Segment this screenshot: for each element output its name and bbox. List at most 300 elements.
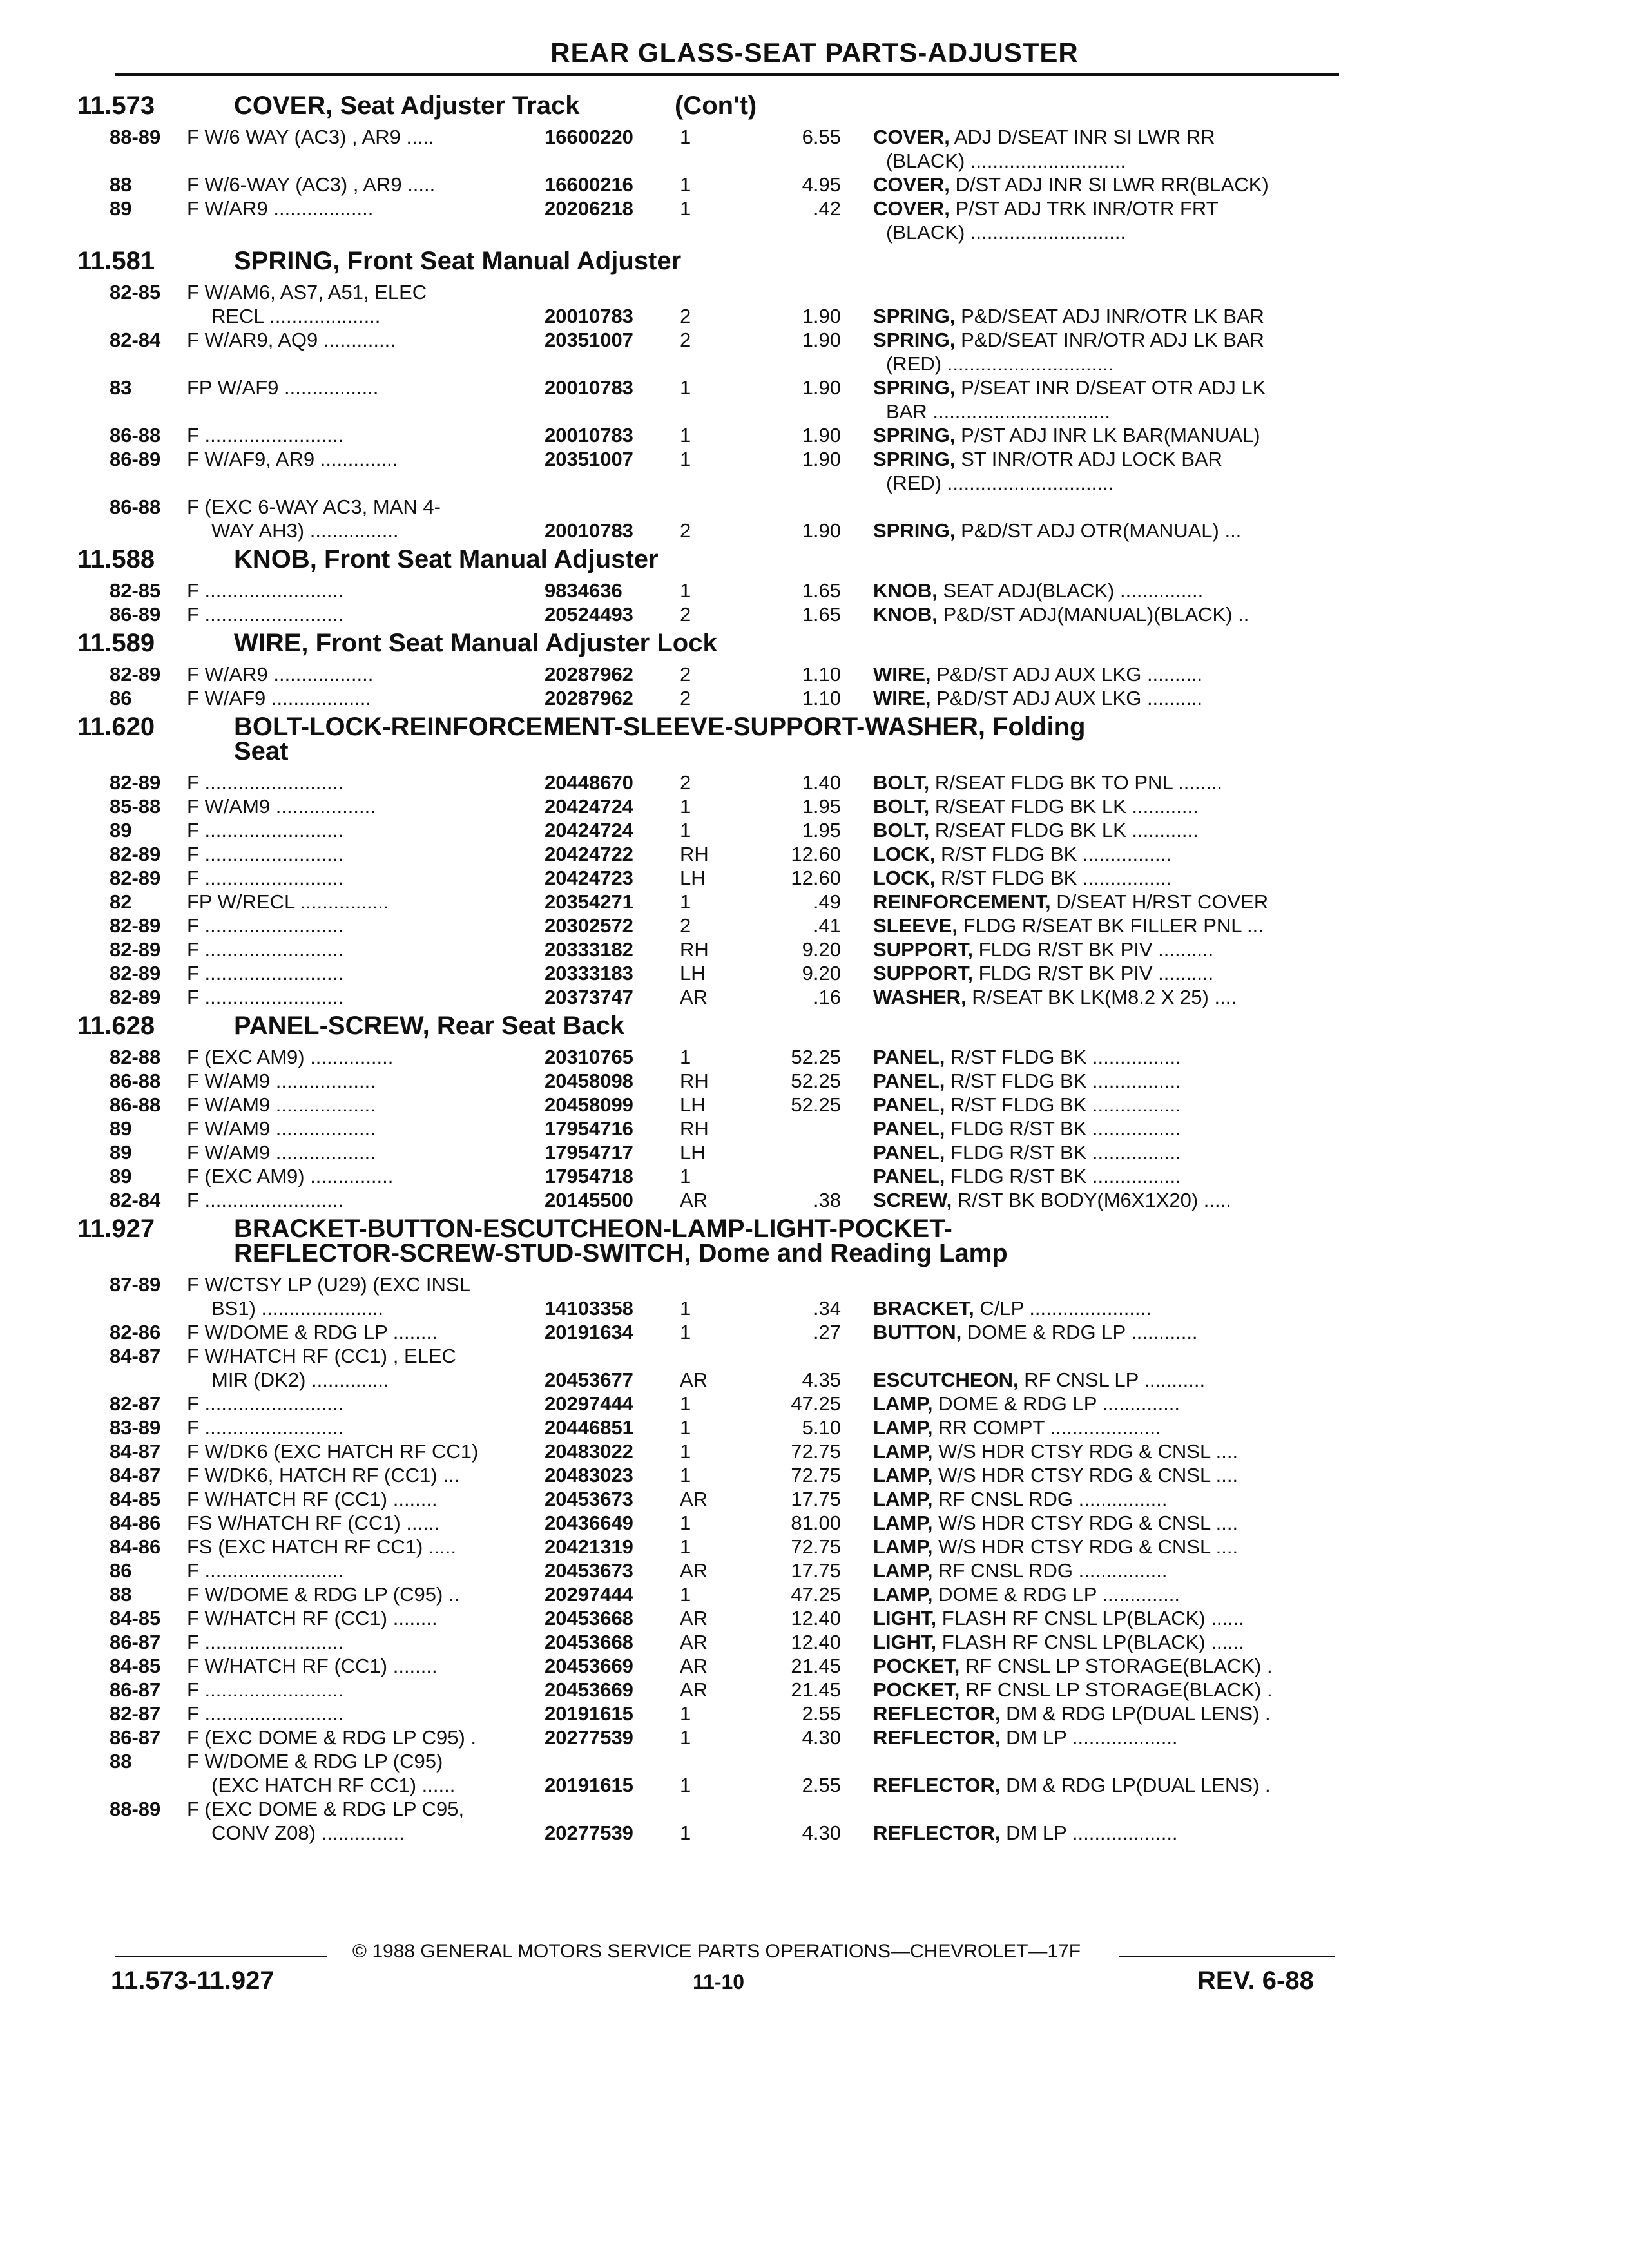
model-years: 86-89 xyxy=(110,603,161,626)
quantity: 1 xyxy=(680,126,691,148)
application-continued: WAY AH3) ................ xyxy=(211,519,399,542)
price: .49 xyxy=(813,890,841,913)
application: F ......................... xyxy=(187,424,343,447)
section-title-continued: Seat xyxy=(234,737,289,765)
description-text: FLASH RF CNSL LP(BLACK) ...... xyxy=(936,1631,1244,1653)
description-text: FLDG R/ST BK ................ xyxy=(945,1165,1181,1187)
description-continued: (RED) .............................. xyxy=(886,472,1114,494)
description-text: P&D/SEAT ADJ INR/OTR LK BAR xyxy=(955,305,1264,327)
price: .38 xyxy=(813,1189,841,1211)
model-years: 86-88 xyxy=(110,424,161,447)
description xyxy=(873,1164,1344,1188)
part-number: 20424724 xyxy=(545,819,633,841)
price: 1.65 xyxy=(802,579,841,602)
part-number: 20351007 xyxy=(545,448,633,470)
part-number: 20446851 xyxy=(545,1416,633,1439)
model-years: 86 xyxy=(110,687,132,709)
description-text: DOME & RDG LP ............ xyxy=(961,1321,1198,1343)
description-keyword: BUTTON, xyxy=(873,1321,962,1343)
title-rule xyxy=(115,73,1339,76)
application: F W/HATCH RF (CC1) ........ xyxy=(187,1655,438,1677)
model-years: 82-89 xyxy=(110,938,161,961)
price: 4.35 xyxy=(802,1369,841,1391)
description xyxy=(873,866,1344,890)
section-title: SPRING, Front Seat Manual Adjuster xyxy=(234,247,682,275)
footer-revision: REV. 6-88 xyxy=(1197,1966,1314,1995)
description-text: C/LP ...................... xyxy=(974,1297,1152,1320)
description xyxy=(873,985,1344,1009)
application: F W/DOME & RDG LP ........ xyxy=(187,1321,438,1343)
description-text: P&D/ST ADJ AUX LKG .......... xyxy=(930,687,1203,709)
section-title: WIRE, Front Seat Manual Adjuster Lock xyxy=(234,629,717,657)
application: F ......................... xyxy=(187,1416,343,1439)
application: F ......................... xyxy=(187,867,343,889)
model-years: 82-85 xyxy=(110,579,161,602)
price: .41 xyxy=(813,914,841,937)
description xyxy=(873,1559,1344,1582)
description xyxy=(873,1725,1344,1749)
quantity: 1 xyxy=(680,1702,691,1725)
description xyxy=(873,818,1344,842)
description xyxy=(873,1392,1344,1416)
price: 1.95 xyxy=(802,795,841,818)
price: 72.75 xyxy=(791,1440,841,1463)
price: 1.40 xyxy=(802,771,841,794)
part-number: 17954717 xyxy=(545,1141,633,1164)
description-keyword: LAMP, xyxy=(873,1512,933,1534)
price: 17.75 xyxy=(791,1488,841,1510)
section-number: 11.628 xyxy=(77,1012,155,1040)
description-keyword: KNOB, xyxy=(873,603,938,626)
section-continued: (Con't) xyxy=(675,91,757,120)
quantity: 1 xyxy=(680,1726,691,1749)
description-text: R/ST BK BODY(M6X1X20) ..... xyxy=(952,1189,1231,1211)
application: F W/DOME & RDG LP (C95) xyxy=(187,1750,443,1773)
quantity: 2 xyxy=(680,329,691,351)
quantity: 1 xyxy=(680,1046,691,1068)
description-keyword: SPRING, xyxy=(873,448,956,470)
description-keyword: LOCK, xyxy=(873,843,936,865)
description xyxy=(873,890,1344,914)
description-keyword: PANEL, xyxy=(873,1165,945,1187)
description-text: D/SEAT H/RST COVER xyxy=(1050,890,1269,913)
application: F W/CTSY LP (U29) (EXC INSL xyxy=(187,1273,470,1296)
description-text: DM LP ................... xyxy=(1000,1821,1178,1844)
model-years: 86-88 xyxy=(110,495,161,518)
model-years: 86-87 xyxy=(110,1726,161,1749)
part-number: 20424723 xyxy=(545,867,633,889)
model-years: 86-87 xyxy=(110,1631,161,1653)
price: 81.00 xyxy=(791,1512,841,1534)
application-continued: MIR (DK2) .............. xyxy=(211,1369,389,1391)
description-text: W/S HDR CTSY RDG & CNSL .... xyxy=(932,1440,1239,1463)
application: F W/AF9, AR9 .............. xyxy=(187,448,398,470)
description-text: DOME & RDG LP .............. xyxy=(932,1583,1181,1606)
application: F ......................... xyxy=(187,771,343,794)
description-text: D/ST ADJ INR SI LWR RR(BLACK) xyxy=(949,173,1269,196)
description-text: R/ST FLDG BK ................ xyxy=(945,1093,1181,1116)
model-years: 82-89 xyxy=(110,771,161,794)
model-years: 84-87 xyxy=(110,1440,161,1463)
part-number: 20453673 xyxy=(545,1488,633,1510)
price: 6.55 xyxy=(802,126,841,148)
quantity: RH xyxy=(680,1117,709,1140)
application: F ......................... xyxy=(187,603,343,626)
quantity: 1 xyxy=(680,1464,691,1486)
description-keyword: SPRING, xyxy=(873,376,956,399)
description-keyword: LAMP, xyxy=(873,1440,933,1463)
price: .34 xyxy=(813,1297,841,1320)
application: F ......................... xyxy=(187,962,343,985)
part-number: 20453677 xyxy=(545,1369,633,1391)
part-number: 20351007 xyxy=(545,329,633,351)
part-number: 20421319 xyxy=(545,1535,633,1558)
model-years: 82-89 xyxy=(110,914,161,937)
description-keyword: LAMP, xyxy=(873,1416,933,1439)
description xyxy=(873,1463,1344,1487)
description xyxy=(873,842,1344,866)
description-keyword: REFLECTOR, xyxy=(873,1702,1001,1725)
price: 1.90 xyxy=(802,329,841,351)
description-text: P&D/ST ADJ AUX LKG .......... xyxy=(930,663,1203,686)
model-years: 84-87 xyxy=(110,1345,161,1367)
model-years: 82-87 xyxy=(110,1702,161,1725)
part-number: 16600216 xyxy=(545,173,633,196)
application: F ......................... xyxy=(187,1702,343,1725)
quantity: 2 xyxy=(680,914,691,937)
description-keyword: SUPPORT, xyxy=(873,938,974,961)
application: F W/HATCH RF (CC1) ........ xyxy=(187,1488,438,1510)
description-keyword: LAMP, xyxy=(873,1559,933,1582)
description xyxy=(873,1416,1344,1439)
model-years: 84-87 xyxy=(110,1464,161,1486)
price: 12.60 xyxy=(791,867,841,889)
section-title: KNOB, Front Seat Manual Adjuster xyxy=(234,545,659,573)
application: F W/DK6 (EXC HATCH RF CC1) xyxy=(187,1440,479,1463)
description-text: P/SEAT INR D/SEAT OTR ADJ LK xyxy=(955,376,1266,399)
application: F ......................... xyxy=(187,819,343,841)
price: 4.30 xyxy=(802,1821,841,1844)
description-keyword: LOCK, xyxy=(873,867,936,889)
price: 1.90 xyxy=(802,519,841,542)
description xyxy=(873,1535,1344,1559)
part-number: 20302572 xyxy=(545,914,633,937)
price: .42 xyxy=(813,197,841,220)
description xyxy=(873,1582,1344,1606)
quantity: 1 xyxy=(680,1512,691,1534)
quantity: AR xyxy=(680,1678,708,1701)
price: .27 xyxy=(813,1321,841,1343)
part-number: 20483023 xyxy=(545,1464,633,1486)
section-number: 11.589 xyxy=(77,629,155,657)
application: F W/DK6, HATCH RF (CC1) ... xyxy=(187,1464,460,1486)
section-title-continued: REFLECTOR-SCREW-STUD-SWITCH, Dome and Reading Lamp xyxy=(234,1239,1008,1267)
description-text: R/SEAT FLDG BK TO PNL ........ xyxy=(929,771,1223,794)
price: 52.25 xyxy=(791,1093,841,1116)
description-keyword: BOLT, xyxy=(873,771,930,794)
part-number: 20453673 xyxy=(545,1559,633,1582)
description-keyword: KNOB, xyxy=(873,579,938,602)
section-number: 11.573 xyxy=(77,91,155,120)
description xyxy=(873,914,1344,937)
description xyxy=(873,1069,1344,1093)
price: 1.90 xyxy=(802,376,841,399)
description-text: R/SEAT FLDG BK LK ............ xyxy=(929,795,1199,818)
part-number: 20333183 xyxy=(545,962,633,985)
description-text: DM & RDG LP(DUAL LENS) . xyxy=(1000,1702,1271,1725)
description-keyword: REINFORCEMENT, xyxy=(873,890,1051,913)
application: F W/AR9 .................. xyxy=(187,663,374,686)
model-years: 83 xyxy=(110,376,132,399)
quantity: RH xyxy=(680,843,709,865)
part-number: 20191634 xyxy=(545,1321,633,1343)
description xyxy=(873,937,1344,961)
model-years: 82-87 xyxy=(110,1392,161,1415)
description-keyword: REFLECTOR, xyxy=(873,1821,1001,1844)
description xyxy=(873,1773,1344,1797)
description-keyword: WIRE, xyxy=(873,687,931,709)
description-text: RR COMPT .................... xyxy=(932,1416,1161,1439)
description-keyword: COVER, xyxy=(873,173,950,196)
quantity: 1 xyxy=(680,1440,691,1463)
quantity: 2 xyxy=(680,519,691,542)
application: F W/HATCH RF (CC1) , ELEC xyxy=(187,1345,456,1367)
quantity: 1 xyxy=(680,1392,691,1415)
section-title: BOLT-LOCK-REINFORCEMENT-SLEEVE-SUPPORT-WASHER, Folding xyxy=(234,713,1086,741)
price: 52.25 xyxy=(791,1070,841,1092)
description-keyword: LAMP, xyxy=(873,1464,933,1486)
description xyxy=(873,771,1344,794)
application: F ......................... xyxy=(187,579,343,602)
quantity: 1 xyxy=(680,1321,691,1343)
application: F (EXC 6-WAY AC3, MAN 4- xyxy=(187,495,441,518)
application: F W/DOME & RDG LP (C95) .. xyxy=(187,1583,460,1606)
part-number: 20453669 xyxy=(545,1678,633,1701)
model-years: 88-89 xyxy=(110,126,161,148)
description xyxy=(873,328,1344,352)
part-number: 20206218 xyxy=(545,197,633,220)
model-years: 82-89 xyxy=(110,663,161,686)
part-number: 20524493 xyxy=(545,603,633,626)
quantity: 2 xyxy=(680,771,691,794)
description xyxy=(873,304,1344,328)
price: 9.20 xyxy=(802,962,841,985)
application: FS (EXC HATCH RF CC1) ..... xyxy=(187,1535,456,1558)
description-keyword: ESCUTCHEON, xyxy=(873,1369,1019,1391)
part-number: 17954716 xyxy=(545,1117,633,1140)
description xyxy=(873,794,1344,818)
model-years: 87-89 xyxy=(110,1273,161,1296)
section-title: COVER, Seat Adjuster Track xyxy=(234,91,580,120)
part-number: 20424724 xyxy=(545,795,633,818)
description-text: FLDG R/SEAT BK FILLER PNL ... xyxy=(957,914,1264,937)
description-keyword: WIRE, xyxy=(873,663,931,686)
price: 72.75 xyxy=(791,1464,841,1486)
application: F ......................... xyxy=(187,843,343,865)
description-keyword: BOLT, xyxy=(873,795,930,818)
description-keyword: REFLECTOR, xyxy=(873,1726,1001,1749)
quantity: AR xyxy=(680,986,708,1008)
application: FP W/AF9 ................. xyxy=(187,376,379,399)
footer-rule-left xyxy=(115,1956,327,1957)
section-number: 11.927 xyxy=(77,1215,155,1243)
description-keyword: COVER, xyxy=(873,126,950,148)
quantity: 1 xyxy=(680,819,691,841)
application: F W/AM9 .................. xyxy=(187,1070,376,1092)
description-keyword: SPRING, xyxy=(873,329,956,351)
description xyxy=(873,1296,1344,1320)
description-keyword: LAMP, xyxy=(873,1488,933,1510)
quantity: 1 xyxy=(680,197,691,220)
model-years: 82-89 xyxy=(110,843,161,865)
footer-page-number: 11-10 xyxy=(693,1970,745,1994)
price: 1.90 xyxy=(802,448,841,470)
description xyxy=(873,173,1344,197)
description xyxy=(873,1678,1344,1702)
description xyxy=(873,1630,1344,1654)
part-number: 20458099 xyxy=(545,1093,633,1116)
description xyxy=(873,1511,1344,1535)
description-text: RF CNSL LP ........... xyxy=(1018,1369,1206,1391)
description-keyword: BOLT, xyxy=(873,819,930,841)
application: F W/AR9 .................. xyxy=(187,197,374,220)
quantity: LH xyxy=(680,962,706,985)
description-text: P&D/SEAT INR/OTR ADJ LK BAR xyxy=(955,329,1264,351)
description-text: RF CNSL RDG ................ xyxy=(932,1559,1168,1582)
application-continued: CONV Z08) ............... xyxy=(211,1821,405,1844)
description-keyword: PANEL, xyxy=(873,1117,945,1140)
footer-rule-right xyxy=(1119,1956,1335,1957)
part-number: 20297444 xyxy=(545,1583,633,1606)
description-text: ST INR/OTR ADJ LOCK BAR xyxy=(955,448,1223,470)
model-years: 85-88 xyxy=(110,795,161,818)
description xyxy=(873,1606,1344,1630)
description-text: W/S HDR CTSY RDG & CNSL .... xyxy=(932,1512,1239,1534)
description-keyword: COVER, xyxy=(873,197,950,220)
part-number: 20453668 xyxy=(545,1631,633,1653)
quantity: 1 xyxy=(680,1535,691,1558)
application: F ......................... xyxy=(187,986,343,1008)
model-years: 88 xyxy=(110,1750,132,1773)
model-years: 84-86 xyxy=(110,1512,161,1534)
quantity: 1 xyxy=(680,376,691,399)
description xyxy=(873,662,1344,686)
description xyxy=(873,1188,1344,1212)
part-number: 20287962 xyxy=(545,687,633,709)
description xyxy=(873,519,1344,543)
section-title: PANEL-SCREW, Rear Seat Back xyxy=(234,1012,625,1040)
application: F ......................... xyxy=(187,1631,343,1653)
description-text: R/SEAT FLDG BK LK ............ xyxy=(929,819,1199,841)
application: F (EXC DOME & RDG LP C95) . xyxy=(187,1726,477,1749)
description-text: W/S HDR CTSY RDG & CNSL .... xyxy=(932,1535,1239,1558)
model-years: 89 xyxy=(110,1117,132,1140)
price: 21.45 xyxy=(791,1655,841,1677)
part-number: 17954718 xyxy=(545,1165,633,1187)
description xyxy=(873,1045,1344,1069)
quantity: 1 xyxy=(680,1416,691,1439)
price: 2.55 xyxy=(802,1702,841,1725)
price: 4.95 xyxy=(802,173,841,196)
model-years: 82-84 xyxy=(110,329,161,351)
description-keyword: LIGHT, xyxy=(873,1631,937,1653)
description-keyword: SLEEVE, xyxy=(873,914,958,937)
description-keyword: POCKET, xyxy=(873,1678,960,1701)
quantity: 1 xyxy=(680,890,691,913)
description xyxy=(873,423,1344,447)
footer-copyright: © 1988 GENERAL MOTORS SERVICE PARTS OPERATIONS—CHEVROLET—17F xyxy=(352,1941,1081,1962)
part-number: 20483022 xyxy=(545,1440,633,1463)
model-years: 84-86 xyxy=(110,1535,161,1558)
application: F W/AM9 .................. xyxy=(187,1093,376,1116)
application-continued: BS1) ...................... xyxy=(211,1297,384,1320)
quantity: 2 xyxy=(680,663,691,686)
quantity: 1 xyxy=(680,1165,691,1187)
part-number: 20436649 xyxy=(545,1512,633,1534)
quantity: 1 xyxy=(680,1821,691,1844)
part-number: 20424722 xyxy=(545,843,633,865)
part-number: 20453669 xyxy=(545,1655,633,1677)
description-keyword: PANEL, xyxy=(873,1046,945,1068)
application: F ......................... xyxy=(187,938,343,961)
description-text: P&D/ST ADJ(MANUAL)(BLACK) .. xyxy=(937,603,1249,626)
description-text: R/ST FLDG BK ................ xyxy=(945,1046,1181,1068)
footer-range: 11.573-11.927 xyxy=(111,1966,275,1995)
description-text: P&D/ST ADJ OTR(MANUAL) ... xyxy=(955,519,1242,542)
description xyxy=(873,961,1344,985)
quantity: AR xyxy=(680,1488,708,1510)
part-number: 16600220 xyxy=(545,126,633,148)
application: F W/AF9 .................. xyxy=(187,687,371,709)
part-number: 20354271 xyxy=(545,890,633,913)
model-years: 88 xyxy=(110,173,132,196)
model-years: 89 xyxy=(110,197,132,220)
description xyxy=(873,1487,1344,1511)
price: 12.40 xyxy=(791,1607,841,1629)
price: 1.10 xyxy=(802,687,841,709)
part-number: 20277539 xyxy=(545,1821,633,1844)
description xyxy=(873,125,1344,149)
part-number: 20277539 xyxy=(545,1726,633,1749)
description xyxy=(873,1654,1344,1678)
description xyxy=(873,197,1344,220)
quantity: 2 xyxy=(680,305,691,327)
price: 2.55 xyxy=(802,1774,841,1796)
description xyxy=(873,1368,1344,1392)
application: F ......................... xyxy=(187,1392,343,1415)
description xyxy=(873,686,1344,710)
model-years: 82-89 xyxy=(110,986,161,1008)
model-years: 89 xyxy=(110,1165,132,1187)
description-text: P/ST ADJ TRK INR/OTR FRT xyxy=(949,197,1219,220)
description-keyword: PANEL, xyxy=(873,1070,945,1092)
description-text: SEAT ADJ(BLACK) ............... xyxy=(937,579,1204,602)
application: F ......................... xyxy=(187,1189,343,1211)
description xyxy=(873,1439,1344,1463)
quantity: AR xyxy=(680,1655,708,1677)
description xyxy=(873,376,1344,399)
description-text: RF CNSL RDG ................ xyxy=(932,1488,1168,1510)
quantity: LH xyxy=(680,867,706,889)
model-years: 84-85 xyxy=(110,1655,161,1677)
description-text: RF CNSL LP STORAGE(BLACK) . xyxy=(959,1655,1273,1677)
application: F W/HATCH RF (CC1) ........ xyxy=(187,1607,438,1629)
description-text: R/SEAT BK LK(M8.2 X 25) .... xyxy=(966,986,1237,1008)
model-years: 88-89 xyxy=(110,1798,161,1820)
description-text: DM LP ................... xyxy=(1000,1726,1178,1749)
part-number: 20010783 xyxy=(545,519,633,542)
quantity: 1 xyxy=(680,1583,691,1606)
